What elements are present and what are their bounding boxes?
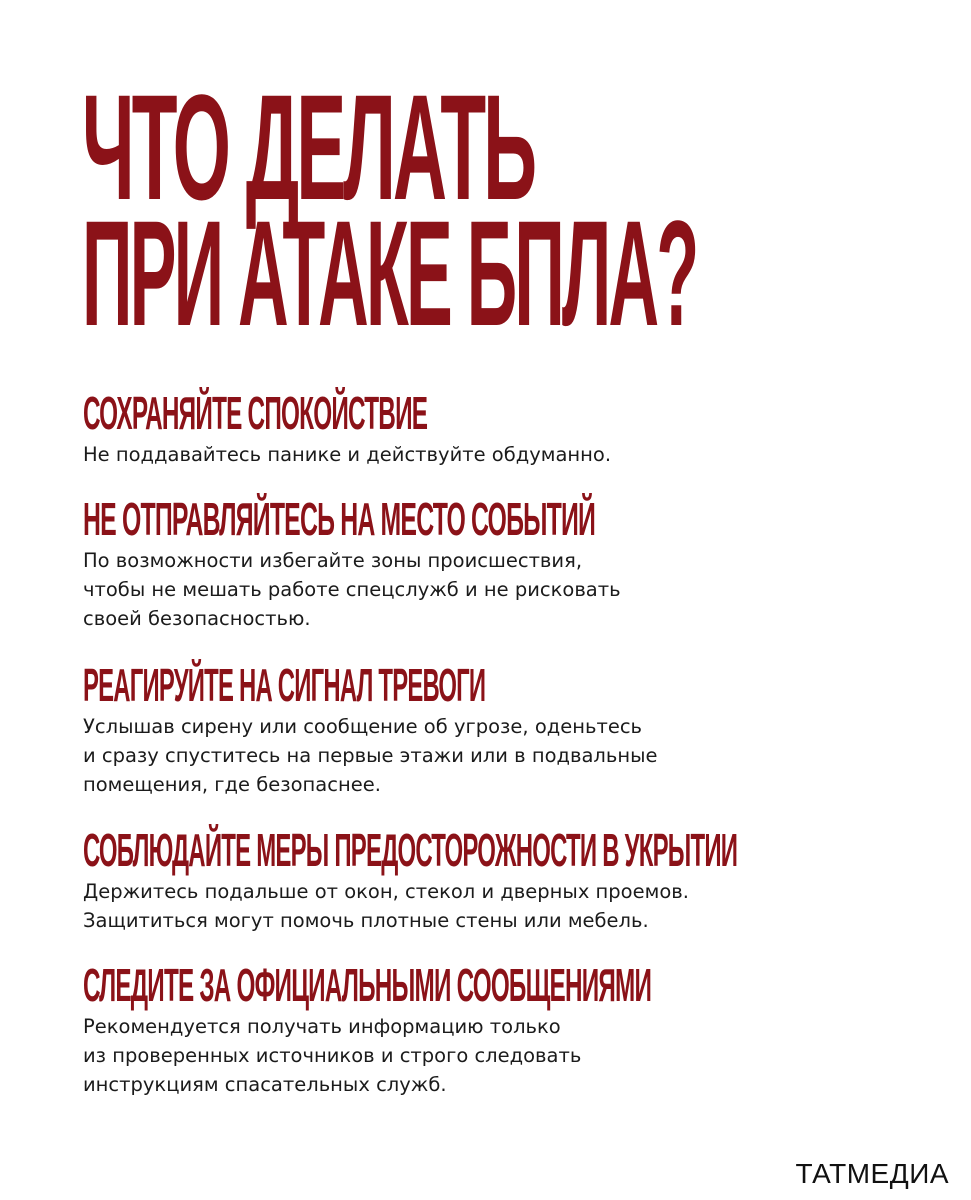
section-avoid-scene <box>83 493 971 633</box>
section-body-line: Рекомендуется получать информацию только <box>83 1015 561 1038</box>
section-body <box>83 546 971 633</box>
section-body-line: помещения, где безопаснее. <box>83 773 381 796</box>
section-heading: НЕ ОТПРАВЛЯЙТЕСЬ НА МЕСТО СОБЫТИЙ <box>83 493 596 545</box>
section-body-line: Не поддавайтесь панике и действуйте обдуманно. <box>83 443 612 466</box>
section-body-line: Защититься могут помочь плотные стены или мебель. <box>83 909 649 932</box>
section-body-line: Услышав сирену или сообщение об угрозе, оденьтесь <box>83 715 643 738</box>
section-alarm-signal <box>83 659 858 799</box>
section-body <box>83 712 858 799</box>
section-body-line: инструкциям спасательных служб. <box>83 1073 447 1096</box>
section-body <box>83 440 734 469</box>
section-body-line: По возможности избегайте зоны происшествия, <box>83 549 583 572</box>
section-stay-calm <box>83 387 734 469</box>
page-title-line-2: ПРИ АТАКЕ БПЛА? <box>82 189 697 357</box>
section-body-line: Держитесь подальше от окон, стекол и дверных проемов. <box>83 880 689 903</box>
section-official-messages <box>83 959 971 1099</box>
section-heading: СОХРАНЯЙТЕ СПОКОЙСТВИЕ <box>83 387 428 439</box>
section-body <box>83 1012 971 1099</box>
section-body-line: из проверенных источников и строго следовать <box>83 1044 582 1067</box>
section-heading: РЕАГИРУЙТЕ НА СИГНАЛ ТРЕВОГИ <box>83 659 486 711</box>
section-heading: СЛЕДИТЕ ЗА ОФИЦИАЛЬНЫМИ СООБЩЕНИЯМИ <box>83 959 652 1011</box>
page-title-line-1: ЧТО ДЕЛАТЬ <box>82 63 535 231</box>
section-heading: СОБЛЮДАЙТЕ МЕРЫ ПРЕДОСТОРОЖНОСТИ В УКРЫТИИ <box>83 824 738 876</box>
section-body-line: чтобы не мешать работе спецслужб и не рисковать <box>83 578 621 601</box>
section-body-line: своей безопасностью. <box>83 607 311 630</box>
section-body <box>83 877 971 935</box>
section-body-line: и сразу спуститесь на первые этажи или в подвальные <box>83 744 658 767</box>
brand-logo-text: ТАТМЕДИА <box>795 1158 949 1189</box>
section-shelter-precautions <box>83 824 971 935</box>
